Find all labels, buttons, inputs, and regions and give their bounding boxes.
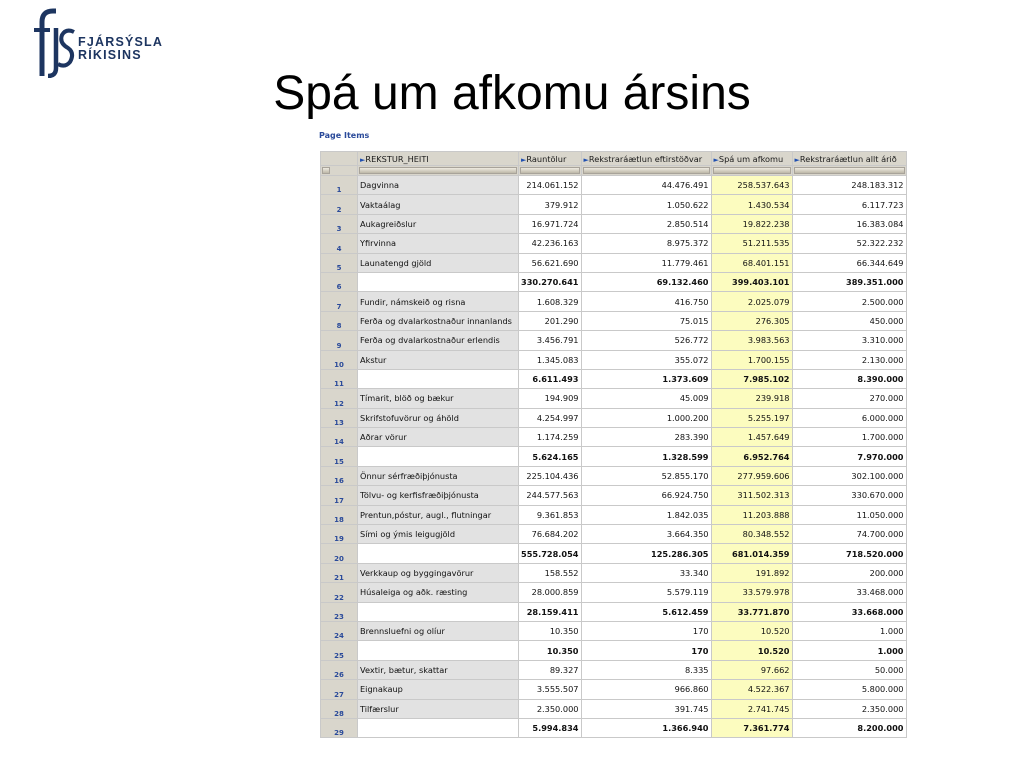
logo-text-line1: FJÁRSÝSLA — [78, 35, 164, 49]
subtotal-label-cell — [358, 718, 519, 737]
row-number: 21 — [321, 563, 358, 582]
table-row[interactable] — [321, 389, 907, 408]
spa-um-afkomu-cell: 2.025.079 — [711, 292, 792, 311]
header-row — [321, 152, 907, 166]
eftirstodvar-cell: 5.612.459 — [581, 602, 711, 621]
allt-arid-cell: 2.350.000 — [792, 699, 906, 718]
row-label: Fundir, námskeið og risna — [358, 292, 519, 311]
column-header-rekstraraetlun-eftirstodvar[interactable] — [581, 152, 711, 166]
row-number: 8 — [321, 311, 358, 330]
allt-arid-cell: 6.117.723 — [792, 195, 906, 214]
row-number: 12 — [321, 389, 358, 408]
spa-um-afkomu-cell: 11.203.888 — [711, 505, 792, 524]
spa-um-afkomu-cell: 33.579.978 — [711, 583, 792, 602]
eftirstodvar-cell: 1.366.940 — [581, 718, 711, 737]
rauntolur-cell: 9.361.853 — [519, 505, 582, 524]
table-row[interactable] — [321, 544, 907, 563]
rauntolur-cell: 56.621.690 — [519, 253, 582, 272]
subtotal-label-cell — [358, 544, 519, 563]
eftirstodvar-cell: 3.664.350 — [581, 525, 711, 544]
row-label: Tímarit, blöð og bækur — [358, 389, 519, 408]
row-label: Önnur sérfræðiþjónusta — [358, 466, 519, 485]
allt-arid-cell: 302.100.000 — [792, 466, 906, 485]
eftirstodvar-cell: 8.335 — [581, 660, 711, 679]
expand-arrow-icon[interactable]: ► — [360, 155, 366, 164]
column-resize-handle[interactable] — [792, 166, 906, 176]
column-resize-handle[interactable] — [711, 166, 792, 176]
table-row[interactable] — [321, 331, 907, 350]
column-header-rekstur-heiti[interactable] — [358, 152, 519, 166]
table-row[interactable] — [321, 311, 907, 330]
column-header-label: Rauntölur — [526, 153, 567, 164]
rauntolur-cell: 201.290 — [519, 311, 582, 330]
expand-arrow-icon[interactable]: ► — [794, 155, 800, 164]
spa-um-afkomu-cell: 68.401.151 — [711, 253, 792, 272]
subtotal-label-cell — [358, 369, 519, 388]
row-label: Skrifstofuvörur og áhöld — [358, 408, 519, 427]
row-label: Prentun,póstur, augl., flutningar — [358, 505, 519, 524]
expand-arrow-icon[interactable]: ► — [583, 155, 589, 164]
spa-um-afkomu-cell: 681.014.359 — [711, 544, 792, 563]
eftirstodvar-cell: 45.009 — [581, 389, 711, 408]
column-resize-row — [321, 166, 907, 176]
rauntolur-cell: 4.254.997 — [519, 408, 582, 427]
page-items-label[interactable]: Page Items — [319, 131, 370, 140]
column-resize-handle[interactable] — [581, 166, 711, 176]
rauntolur-cell: 28.159.411 — [519, 602, 582, 621]
spa-um-afkomu-cell: 4.522.367 — [711, 680, 792, 699]
allt-arid-cell: 248.183.312 — [792, 176, 906, 195]
column-header-spa-um-afkomu[interactable] — [711, 152, 792, 166]
column-header-label: Rekstraráætlun eftirstöðvar — [588, 153, 703, 164]
allt-arid-cell: 330.670.000 — [792, 486, 906, 505]
allt-arid-cell: 50.000 — [792, 660, 906, 679]
spa-um-afkomu-cell: 6.952.764 — [711, 447, 792, 466]
row-label: Ferða og dvalarkostnaður innanlands — [358, 311, 519, 330]
rauntolur-cell: 225.104.436 — [519, 466, 582, 485]
table-row[interactable] — [321, 583, 907, 602]
row-label: Húsaleiga og aðk. ræsting — [358, 583, 519, 602]
eftirstodvar-cell: 1.373.609 — [581, 369, 711, 388]
allt-arid-cell: 11.050.000 — [792, 505, 906, 524]
eftirstodvar-cell: 355.072 — [581, 350, 711, 369]
allt-arid-cell: 5.800.000 — [792, 680, 906, 699]
subtotal-label-cell — [358, 641, 519, 660]
spa-um-afkomu-cell: 33.771.870 — [711, 602, 792, 621]
row-number: 28 — [321, 699, 358, 718]
eftirstodvar-cell: 33.340 — [581, 563, 711, 582]
row-number: 25 — [321, 641, 358, 660]
rauntolur-cell: 5.624.165 — [519, 447, 582, 466]
rauntolur-cell: 194.909 — [519, 389, 582, 408]
rauntolur-cell: 244.577.563 — [519, 486, 582, 505]
eftirstodvar-cell: 125.286.305 — [581, 544, 711, 563]
eftirstodvar-cell: 66.924.750 — [581, 486, 711, 505]
spa-um-afkomu-cell: 97.662 — [711, 660, 792, 679]
allt-arid-cell: 1.700.000 — [792, 428, 906, 447]
row-label: Brennsluefni og olíur — [358, 621, 519, 640]
table-row[interactable] — [321, 602, 907, 621]
spa-um-afkomu-cell: 7.985.102 — [711, 369, 792, 388]
table-row[interactable] — [321, 621, 907, 640]
allt-arid-cell: 52.322.232 — [792, 234, 906, 253]
subtotal-label-cell — [358, 602, 519, 621]
allt-arid-cell: 6.000.000 — [792, 408, 906, 427]
row-number: 7 — [321, 292, 358, 311]
corner-handle[interactable] — [321, 166, 358, 176]
table-row[interactable] — [321, 680, 907, 699]
eftirstodvar-cell: 2.850.514 — [581, 214, 711, 233]
table-row[interactable] — [321, 428, 907, 447]
rauntolur-cell: 1.345.083 — [519, 350, 582, 369]
rauntolur-cell: 10.350 — [519, 641, 582, 660]
spa-um-afkomu-cell: 7.361.774 — [711, 718, 792, 737]
table-row[interactable] — [321, 718, 907, 737]
row-number: 16 — [321, 466, 358, 485]
column-header-rauntolur[interactable] — [519, 152, 582, 166]
column-header-label: Spá um afkomu — [718, 153, 784, 164]
row-number: 11 — [321, 369, 358, 388]
rauntolur-cell: 5.994.834 — [519, 718, 582, 737]
eftirstodvar-cell: 526.772 — [581, 331, 711, 350]
eftirstodvar-cell: 11.779.461 — [581, 253, 711, 272]
column-header-label: Rekstraráætlun allt árið — [799, 153, 897, 164]
allt-arid-cell: 7.970.000 — [792, 447, 906, 466]
row-number: 24 — [321, 621, 358, 640]
allt-arid-cell: 16.383.084 — [792, 214, 906, 233]
rauntolur-cell: 3.555.507 — [519, 680, 582, 699]
spa-um-afkomu-cell: 191.892 — [711, 563, 792, 582]
row-number: 6 — [321, 272, 358, 291]
row-label: Tölvu- og kerfisfræðiþjónusta — [358, 486, 519, 505]
table-row[interactable] — [321, 253, 907, 272]
table-row[interactable] — [321, 408, 907, 427]
row-label: Eignakaup — [358, 680, 519, 699]
row-number: 23 — [321, 602, 358, 621]
rauntolur-cell: 10.350 — [519, 621, 582, 640]
spa-um-afkomu-cell: 3.983.563 — [711, 331, 792, 350]
rauntolur-cell: 158.552 — [519, 563, 582, 582]
allt-arid-cell: 389.351.000 — [792, 272, 906, 291]
rauntolur-cell: 89.327 — [519, 660, 582, 679]
spa-um-afkomu-cell: 239.918 — [711, 389, 792, 408]
allt-arid-cell: 270.000 — [792, 389, 906, 408]
spa-um-afkomu-cell: 5.255.197 — [711, 408, 792, 427]
rauntolur-cell: 28.000.859 — [519, 583, 582, 602]
eftirstodvar-cell: 283.390 — [581, 428, 711, 447]
row-number: 10 — [321, 350, 358, 369]
row-number: 14 — [321, 428, 358, 447]
spa-um-afkomu-cell: 19.822.238 — [711, 214, 792, 233]
allt-arid-cell: 74.700.000 — [792, 525, 906, 544]
report-body — [321, 176, 907, 738]
eftirstodvar-cell: 5.579.119 — [581, 583, 711, 602]
allt-arid-cell: 2.130.000 — [792, 350, 906, 369]
row-label: Sími og ýmis leigugjöld — [358, 525, 519, 544]
eftirstodvar-cell: 69.132.460 — [581, 272, 711, 291]
spa-um-afkomu-cell: 399.403.101 — [711, 272, 792, 291]
corner-cell — [321, 152, 358, 166]
rauntolur-cell: 555.728.054 — [519, 544, 582, 563]
row-number: 20 — [321, 544, 358, 563]
eftirstodvar-cell: 1.328.599 — [581, 447, 711, 466]
column-resize-handle[interactable] — [358, 166, 519, 176]
rauntolur-cell: 76.684.202 — [519, 525, 582, 544]
eftirstodvar-cell: 44.476.491 — [581, 176, 711, 195]
rauntolur-cell: 42.236.163 — [519, 234, 582, 253]
eftirstodvar-cell: 391.745 — [581, 699, 711, 718]
row-number: 4 — [321, 234, 358, 253]
table-row[interactable] — [321, 505, 907, 524]
allt-arid-cell: 8.200.000 — [792, 718, 906, 737]
table-row[interactable] — [321, 350, 907, 369]
table-row[interactable] — [321, 447, 907, 466]
table-row[interactable] — [321, 234, 907, 253]
row-number: 15 — [321, 447, 358, 466]
rauntolur-cell: 16.971.724 — [519, 214, 582, 233]
row-label: Aðrar vörur — [358, 428, 519, 447]
allt-arid-cell: 2.500.000 — [792, 292, 906, 311]
eftirstodvar-cell: 52.855.170 — [581, 466, 711, 485]
row-label: Launatengd gjöld — [358, 253, 519, 272]
eftirstodvar-cell: 75.015 — [581, 311, 711, 330]
allt-arid-cell: 33.468.000 — [792, 583, 906, 602]
row-number: 27 — [321, 680, 358, 699]
column-header-rekstraraetlun-allt-arid[interactable] — [792, 152, 906, 166]
table-row[interactable] — [321, 272, 907, 291]
row-label: Vaktaálag — [358, 195, 519, 214]
slide-title: Spá um afkomu ársins — [273, 67, 751, 120]
row-number: 18 — [321, 505, 358, 524]
allt-arid-cell: 3.310.000 — [792, 331, 906, 350]
spa-um-afkomu-cell: 2.741.745 — [711, 699, 792, 718]
allt-arid-cell: 1.000 — [792, 641, 906, 660]
rauntolur-cell: 1.608.329 — [519, 292, 582, 311]
table-row[interactable] — [321, 699, 907, 718]
row-number: 13 — [321, 408, 358, 427]
spa-um-afkomu-cell: 10.520 — [711, 641, 792, 660]
row-number: 1 — [321, 176, 358, 195]
eftirstodvar-cell: 416.750 — [581, 292, 711, 311]
rauntolur-cell: 1.174.259 — [519, 428, 582, 447]
table-row[interactable] — [321, 292, 907, 311]
report-table — [320, 151, 907, 738]
table-row[interactable] — [321, 176, 907, 195]
spa-um-afkomu-cell: 277.959.606 — [711, 466, 792, 485]
expand-arrow-icon[interactable]: ► — [521, 155, 527, 164]
subtotal-label-cell — [358, 447, 519, 466]
row-label: Akstur — [358, 350, 519, 369]
spa-um-afkomu-cell: 80.348.552 — [711, 525, 792, 544]
allt-arid-cell: 1.000 — [792, 621, 906, 640]
row-number: 17 — [321, 486, 358, 505]
rauntolur-cell: 3.456.791 — [519, 331, 582, 350]
spa-um-afkomu-cell: 51.211.535 — [711, 234, 792, 253]
rauntolur-cell: 379.912 — [519, 195, 582, 214]
eftirstodvar-cell: 1.000.200 — [581, 408, 711, 427]
rauntolur-cell: 6.611.493 — [519, 369, 582, 388]
spa-um-afkomu-cell: 1.430.534 — [711, 195, 792, 214]
row-label: Ferða og dvalarkostnaður erlendis — [358, 331, 519, 350]
table-row[interactable] — [321, 214, 907, 233]
spa-um-afkomu-cell: 10.520 — [711, 621, 792, 640]
allt-arid-cell: 66.344.649 — [792, 253, 906, 272]
allt-arid-cell: 450.000 — [792, 311, 906, 330]
row-number: 29 — [321, 718, 358, 737]
eftirstodvar-cell: 1.050.622 — [581, 195, 711, 214]
allt-arid-cell: 718.520.000 — [792, 544, 906, 563]
eftirstodvar-cell: 8.975.372 — [581, 234, 711, 253]
eftirstodvar-cell: 170 — [581, 641, 711, 660]
row-label: Dagvinna — [358, 176, 519, 195]
spa-um-afkomu-cell: 1.457.649 — [711, 428, 792, 447]
spa-um-afkomu-cell: 311.502.313 — [711, 486, 792, 505]
row-label: Tilfærslur — [358, 699, 519, 718]
rauntolur-cell: 2.350.000 — [519, 699, 582, 718]
spa-um-afkomu-cell: 1.700.155 — [711, 350, 792, 369]
table-row[interactable] — [321, 466, 907, 485]
table-row[interactable] — [321, 641, 907, 660]
row-label: Vextir, bætur, skattar — [358, 660, 519, 679]
allt-arid-cell: 8.390.000 — [792, 369, 906, 388]
row-number: 26 — [321, 660, 358, 679]
spa-um-afkomu-cell: 258.537.643 — [711, 176, 792, 195]
column-resize-handle[interactable] — [519, 166, 582, 176]
eftirstodvar-cell: 1.842.035 — [581, 505, 711, 524]
table-row[interactable] — [321, 660, 907, 679]
row-label: Yfirvinna — [358, 234, 519, 253]
row-number: 22 — [321, 583, 358, 602]
allt-arid-cell: 200.000 — [792, 563, 906, 582]
table-row[interactable] — [321, 369, 907, 388]
row-number: 3 — [321, 214, 358, 233]
table-row[interactable] — [321, 195, 907, 214]
rauntolur-cell: 214.061.152 — [519, 176, 582, 195]
table-row[interactable] — [321, 525, 907, 544]
allt-arid-cell: 33.668.000 — [792, 602, 906, 621]
row-number: 2 — [321, 195, 358, 214]
spa-um-afkomu-cell: 276.305 — [711, 311, 792, 330]
logo-text-line2: RÍKISINS — [78, 48, 142, 62]
eftirstodvar-cell: 170 — [581, 621, 711, 640]
rauntolur-cell: 330.270.641 — [519, 272, 582, 291]
subtotal-label-cell — [358, 272, 519, 291]
column-header-label: REKSTUR_HEITI — [365, 153, 429, 164]
row-label: Aukagreiðslur — [358, 214, 519, 233]
table-row[interactable] — [321, 563, 907, 582]
row-number: 9 — [321, 331, 358, 350]
table-row[interactable] — [321, 486, 907, 505]
row-label: Verkkaup og byggingavörur — [358, 563, 519, 582]
eftirstodvar-cell: 966.860 — [581, 680, 711, 699]
row-number: 19 — [321, 525, 358, 544]
row-number: 5 — [321, 253, 358, 272]
expand-arrow-icon[interactable]: ► — [713, 155, 719, 164]
